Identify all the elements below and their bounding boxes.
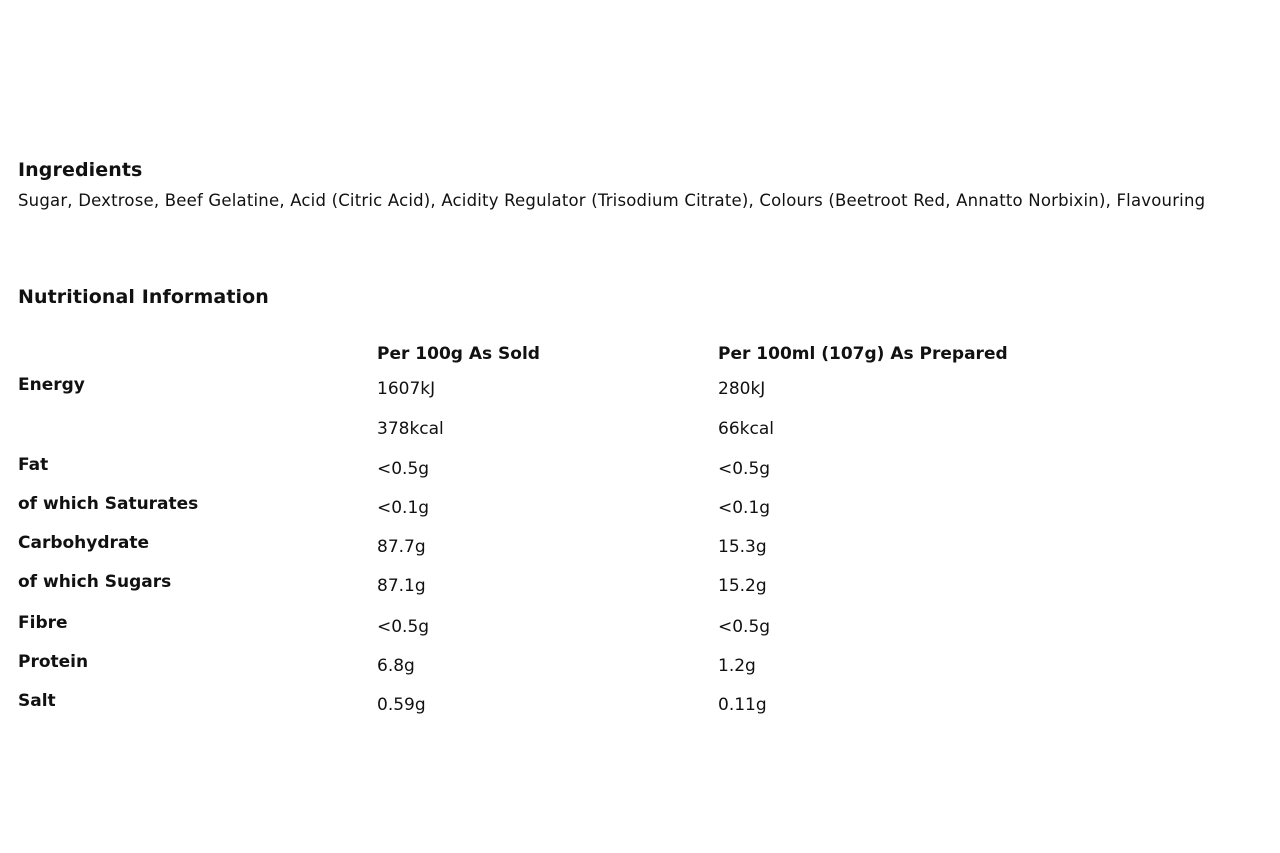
value-per-100ml: <0.5g	[718, 459, 771, 479]
value-per-100g: 6.8g	[377, 656, 415, 676]
value-per-100ml: <0.5g	[718, 617, 771, 637]
table-row	[18, 611, 1118, 651]
table-row	[18, 373, 1118, 413]
value-per-100g: <0.1g	[377, 498, 430, 518]
table-row	[18, 413, 1118, 453]
value-per-100ml: 66kcal	[718, 419, 774, 439]
value-per-100g: <0.5g	[377, 617, 430, 637]
ingredients-heading: Ingredients	[18, 159, 143, 181]
row-label: Energy	[18, 375, 85, 395]
ingredients-section	[18, 158, 1280, 213]
value-per-100g: 378kcal	[377, 419, 444, 439]
nutrition-section	[18, 285, 1118, 715]
ingredients-text: Sugar, Dextrose, Beef Gelatine, Acid (Citric Acid), Acidity Regulator (Trisodium Citrate), Colours (Beetroot Red, Annatto Norbixin), Flavouring	[18, 191, 1206, 210]
table-row	[18, 650, 1118, 690]
value-per-100ml: <0.1g	[718, 498, 771, 518]
table-row	[18, 531, 1118, 571]
value-per-100g: <0.5g	[377, 459, 430, 479]
nutrition-heading: Nutritional Information	[18, 286, 269, 308]
row-label: Carbohydrate	[18, 533, 150, 553]
row-label: Fibre	[18, 613, 68, 633]
value-per-100ml: 15.2g	[718, 576, 767, 596]
column-header-per-100g: Per 100g As Sold	[377, 344, 540, 364]
table-row	[18, 689, 1118, 729]
value-per-100g: 0.59g	[377, 695, 426, 715]
row-label: Salt	[18, 691, 56, 711]
column-header-per-100ml: Per 100ml (107g) As Prepared	[718, 344, 1008, 364]
value-per-100ml: 0.11g	[718, 695, 767, 715]
table-row	[18, 570, 1118, 610]
row-label: of which Sugars	[18, 572, 172, 592]
row-label: Fat	[18, 455, 49, 475]
value-per-100ml: 15.3g	[718, 537, 767, 557]
value-per-100ml: 1.2g	[718, 656, 756, 676]
row-label: Protein	[18, 652, 89, 672]
value-per-100g: 1607kJ	[377, 379, 436, 399]
value-per-100g: 87.1g	[377, 576, 426, 596]
value-per-100g: 87.7g	[377, 537, 426, 557]
value-per-100ml: 280kJ	[718, 379, 766, 399]
table-row	[18, 453, 1118, 493]
table-row	[18, 492, 1118, 532]
row-label: of which Saturates	[18, 494, 199, 514]
